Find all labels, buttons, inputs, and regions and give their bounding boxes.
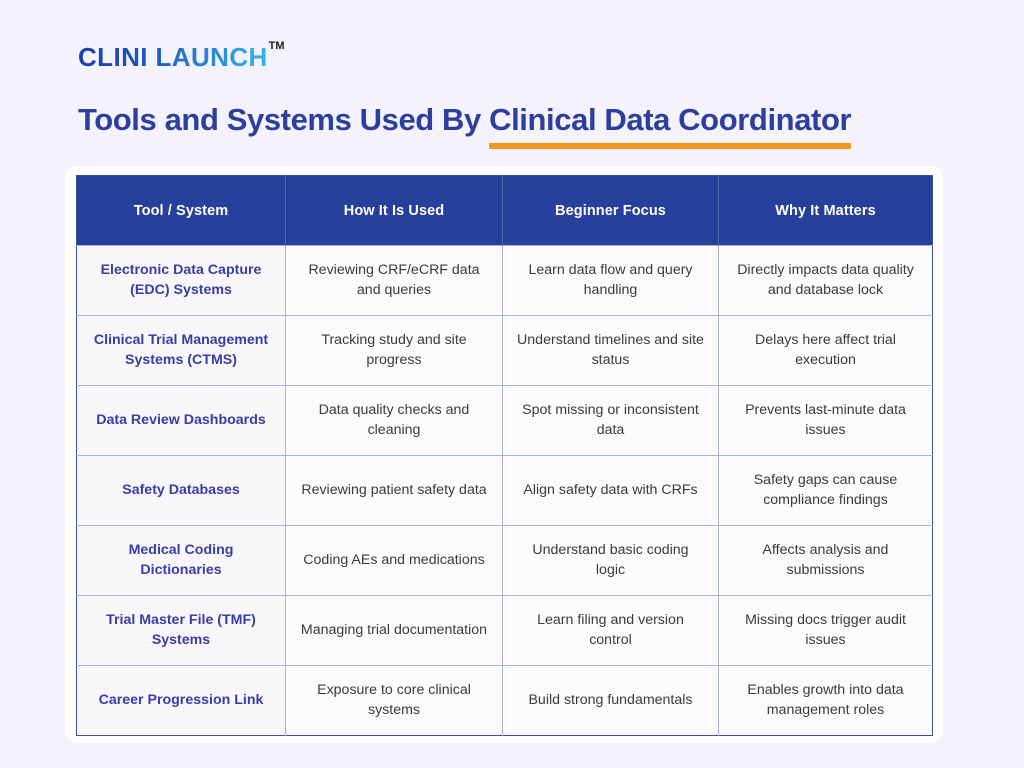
column-header-how-used: How It Is Used [286, 176, 503, 246]
cell-how-used: Reviewing CRF/eCRF data and queries [286, 246, 503, 316]
brand-logo [78, 40, 285, 72]
cell-beginner-focus: Learn filing and version control [503, 596, 719, 666]
cell-tool: Medical Coding Dictionaries [77, 526, 286, 596]
cell-tool: Clinical Trial Management Systems (CTMS) [77, 316, 286, 386]
cell-how-used: Reviewing patient safety data [286, 456, 503, 526]
cell-how-used: Managing trial documentation [286, 596, 503, 666]
cell-beginner-focus: Understand timelines and site status [503, 316, 719, 386]
table-row [77, 526, 933, 596]
cell-tool: Data Review Dashboards [77, 386, 286, 456]
cell-how-used: Coding AEs and medications [286, 526, 503, 596]
cell-why-matters: Missing docs trigger audit issues [719, 596, 933, 666]
column-header-tool: Tool / System [77, 176, 286, 246]
table-row [77, 246, 933, 316]
table-row [77, 456, 933, 526]
table-header-row [77, 176, 933, 246]
cell-beginner-focus: Align safety data with CRFs [503, 456, 719, 526]
table-row [77, 666, 933, 736]
cell-how-used: Data quality checks and cleaning [286, 386, 503, 456]
page-title [78, 102, 851, 138]
cell-beginner-focus: Understand basic coding logic [503, 526, 719, 596]
tools-table [76, 175, 933, 736]
cell-tool: Safety Databases [77, 456, 286, 526]
trademark-symbol: TM [268, 40, 285, 52]
table-body [77, 246, 933, 736]
column-header-why-matters: Why It Matters [719, 176, 933, 246]
cell-beginner-focus: Spot missing or inconsistent data [503, 386, 719, 456]
cell-why-matters: Directly impacts data quality and database lock [719, 246, 933, 316]
table-row [77, 316, 933, 386]
table-row [77, 596, 933, 666]
table-row [77, 386, 933, 456]
cell-tool: Trial Master File (TMF) Systems [77, 596, 286, 666]
cell-why-matters: Safety gaps can cause compliance findings [719, 456, 933, 526]
cell-beginner-focus: Build strong fundamentals [503, 666, 719, 736]
cell-how-used: Exposure to core clinical systems [286, 666, 503, 736]
cell-how-used: Tracking study and site progress [286, 316, 503, 386]
page-title-highlight: Clinical Data Coordinator [489, 102, 852, 137]
table-header [77, 176, 933, 246]
cell-why-matters: Prevents last-minute data issues [719, 386, 933, 456]
cell-tool: Electronic Data Capture (EDC) Systems [77, 246, 286, 316]
cell-beginner-focus: Learn data flow and query handling [503, 246, 719, 316]
page-title-lead: Tools and Systems Used By [78, 102, 490, 137]
cell-tool: Career Progression Link [77, 666, 286, 736]
cell-why-matters: Enables growth into data management roles [719, 666, 933, 736]
cell-why-matters: Affects analysis and submissions [719, 526, 933, 596]
brand-logo-text: CLINI LAUNCH [78, 42, 268, 72]
cell-why-matters: Delays here affect trial execution [719, 316, 933, 386]
column-header-beginner-focus: Beginner Focus [503, 176, 719, 246]
